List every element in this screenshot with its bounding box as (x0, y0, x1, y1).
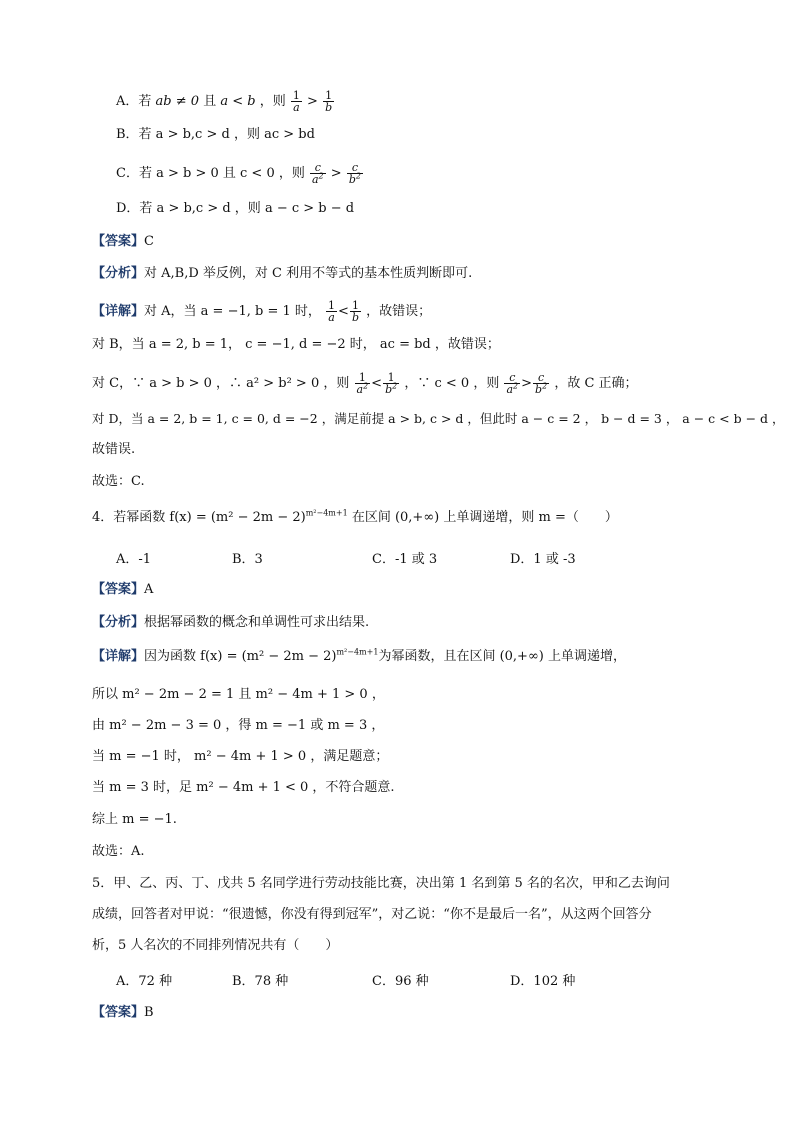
q4-choose: 故选：A. (92, 844, 145, 859)
q3-option-a-frac2: $\frac{1}{b}$ (325, 89, 333, 114)
q5-stem-line3: 析，5 人名次的不同排列情况共有（ ） (92, 938, 339, 953)
q3-answer-value: C (144, 234, 154, 249)
q3-detail-c-frac2: $\frac{1}{b^2}$ (385, 371, 398, 396)
q5-answer (92, 1004, 154, 1022)
q4-detail-tag: 【详解】 (92, 649, 145, 664)
q3-option-a-cond2: a < b (220, 94, 256, 109)
q5-option-d: D．102 种 (510, 974, 576, 989)
q4-answer-value: A (144, 582, 154, 597)
q5-option-c: C．96 种 (372, 974, 429, 989)
q3-option-a-mid: 且 (203, 94, 217, 109)
q3-detail-c-start: 对 C，∵ a > b > 0 ，∴ a² > b² > 0 ，则 (92, 376, 350, 391)
q4-detail1-exp: m²−4m+1 (336, 647, 379, 657)
q3-detail-b: 对 B，当 a = 2, b = 1， c = −1, d = −2 时， ac = bd ，故错误； (92, 337, 500, 352)
q4-option-a: A．-1 (116, 552, 152, 567)
q3-option-a-then: ，则 (259, 94, 286, 109)
q3-answer (92, 233, 154, 251)
q4-analysis (92, 614, 369, 632)
q3-detail-a-frac1: $\frac{1}{a}$ (328, 299, 336, 324)
q3-option-a-cond: ab ≠ 0 (155, 94, 200, 109)
q3-analysis-text: 对 A,B,D 举反例，对 C 利用不等式的基本性质判断即可. (144, 266, 473, 281)
q4-detail-2: 所以 m² − 2m − 2 = 1 且 m² − 4m + 1 > 0 ， (92, 687, 385, 702)
q4-detail-6: 综上 m = −1. (92, 812, 177, 827)
q3-detail-c-mid: ，∵ c < 0 ，则 (404, 376, 500, 391)
q4-detail-5: 当 m = 3 时，足 m² − 4m + 1 < 0 ，不符合题意. (92, 780, 395, 795)
q4-analysis-text: 根据幂函数的概念和单调性可求出结果. (144, 615, 370, 630)
q3-option-a-gt: > (307, 94, 318, 109)
q3-detail-c-frac1: $\frac{1}{a^2}$ (356, 371, 369, 396)
q3-detail-tag: 【详解】 (92, 304, 145, 319)
q3-analysis-tag: 【分析】 (92, 266, 145, 281)
q4-stem-start: 4．若幂函数 f(x) = (m² − 2m − 2) (92, 510, 306, 525)
q5-stem-line2: 成绩，回答者对甲说：“很遗憾，你没有得到冠军”，对乙说：“你不是最后一名”，从这两个回答分 (92, 907, 652, 922)
q3-detail-a-text: 对 A，当 a = −1, b = 1 时， (144, 304, 321, 319)
q5-answer-value: B (144, 1005, 154, 1020)
q3-detail-d2: 故错误. (92, 442, 136, 457)
q4-stem-end: 在区间 (0,+∞) 上单调递增，则 m =（ ） (351, 510, 618, 525)
q3-analysis (92, 265, 472, 283)
q4-analysis-tag: 【分析】 (92, 615, 145, 630)
q4-stem (92, 509, 618, 527)
q3-option-c-gt: > (330, 166, 342, 181)
q4-answer (92, 581, 153, 599)
q3-detail-c-end: ，故 C 正确； (554, 376, 638, 391)
q3-option-a (116, 90, 335, 113)
q3-detail-a: 【详解】对 A，当 a = −1, b = 1 时， $\frac{1}{a}$ < $\frac{1}{b}$ ，故错误； (92, 299, 432, 324)
q3-option-a-prefix: A．若 (116, 94, 152, 109)
q4-detail1-start: 因为函数 f(x) = (m² − 2m − 2) (144, 649, 337, 664)
q3-choose: 故选：C. (92, 474, 145, 489)
q4-detail-4: 当 m = −1 时， m² − 4m + 1 > 0 ，满足题意； (92, 749, 389, 764)
q3-option-c (116, 162, 364, 185)
q3-option-b: B．若 a > b,c > d ，则 ac > bd (116, 127, 315, 142)
q3-detail-c-frac3: $\frac{c}{a^2}$ (506, 371, 519, 396)
q3-detail-c: 对 C，∵ a > b > 0 ，∴ a² > b² > 0 ，则 $\frac{1}{a^2}$ < $\frac{1}{b^2}$ ，∵ c < 0 ，则 $\frac{c}{a^2}$ > $\frac{c}{b^2}$ ，故 C 正确； (92, 371, 638, 396)
q3-option-d: D．若 a > b,c > d ，则 a − c > b − d (116, 201, 355, 216)
q5-answer-tag: 【答案】 (92, 1005, 145, 1020)
q5-option-b: B．78 种 (232, 974, 289, 989)
q4-option-d: D．1 或 -3 (510, 552, 576, 567)
q4-detail-1 (92, 648, 626, 666)
q3-detail-a-end: ，故错误； (366, 304, 432, 319)
q3-detail-c-frac4: $\frac{c}{b^2}$ (535, 371, 548, 396)
q3-answer-tag: 【答案】 (92, 234, 145, 249)
q3-detail-d: 对 D，当 a = 2, b = 1, c = 0, d = −2 ，满足前提 a > b, c > d ，但此时 a − c = 2 ， b − d = 3 ， a − c < b − d ， (92, 411, 785, 426)
q4-detail-3: 由 m² − 2m − 3 = 0 ，得 m = −1 或 m = 3 ， (92, 718, 385, 733)
q5-option-a: A．72 种 (116, 974, 173, 989)
q3-detail-a-frac2: $\frac{1}{b}$ (351, 299, 359, 324)
q4-stem-exp: m²−4m+1 (305, 508, 348, 518)
q3-option-c-frac1: $\frac{c}{a^2}$ (311, 161, 324, 186)
q3-option-c-prefix: C．若 a > b > 0 且 c < 0 ，则 (116, 166, 305, 181)
q5-stem-line1: 5．甲、乙、丙、丁、戊共 5 名同学进行劳动技能比赛，决出第 1 名到第 5 名的名次，甲和乙去询问 (92, 876, 670, 891)
q4-option-b: B．3 (232, 552, 263, 567)
q4-detail1-end: 为幂函数，且在区间 (0,+∞) 上单调递增， (378, 649, 626, 664)
q3-option-a-frac1: $\frac{1}{a}$ (292, 89, 300, 114)
q4-option-c: C．-1 或 3 (372, 552, 438, 567)
q3-option-c-frac2: $\frac{c}{b^2}$ (348, 161, 361, 186)
q4-answer-tag: 【答案】 (92, 582, 145, 597)
